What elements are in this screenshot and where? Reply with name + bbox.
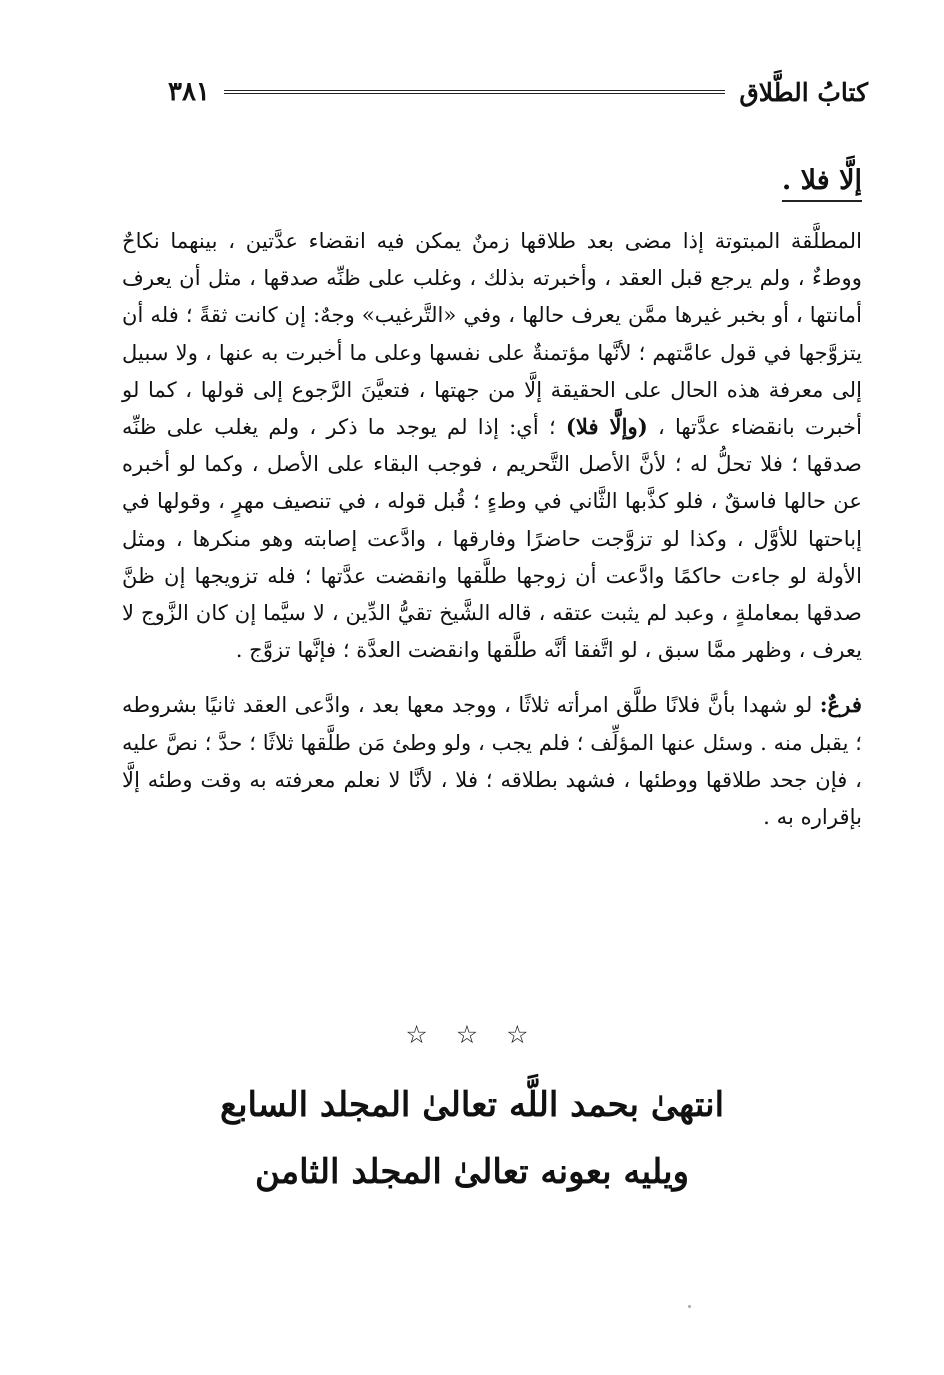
scan-speck	[688, 1305, 691, 1308]
paragraph-text: المطلَّقة المبتوتة إذا مضى بعد طلاقها زمنٌ يمكن فيه انقضاء عدَّتين ، بينهما نكاحٌ ووطءٌ ، ولم يرجع قبل العقد ، وأخبرته بذلك ، وغلب على ظنِّه صدقها ، مثل أن يعرف أمانتها ، أو بخبر غيرها ممَّن يعرف حالها ، وفي «التَّرغيب» وجهٌ: إن كانت ثقةً ؛ فله أن يتزوَّجها في قول عامَّتهم ؛ لأنَّها مؤتمنةٌ على نفسها وعلى ما أخبرت به عنها ، ولا سبيل إلى معرفة هذه الحال على الحقيقة إلَّا من جهتها ، فتعيَّنَ الرَّجوع إلى قولها ، كما لو أخبرت بانقضاء عدَّتها ،	[122, 228, 862, 440]
header-rule	[224, 90, 725, 94]
far-paragraph	[122, 686, 862, 835]
commentary-paragraph	[122, 222, 862, 668]
star-separator: ☆ ☆ ☆	[405, 1020, 539, 1049]
volume-end-line: انتهىٰ بحمد اللَّه تعالىٰ المجلد السابع	[219, 1085, 725, 1125]
far-label: فرعٌ:	[819, 692, 862, 718]
matn-text: إلَّا فلا .	[782, 165, 862, 202]
running-header	[168, 72, 868, 112]
paragraph-text: لو شهدا بأنَّ فلانًا طلَّق امرأته ثلاثًا ، ووجد معها بعد ، وادَّعى العقد ثانيًا بشروطه ؛ يقبل منه . وسئل عنها المؤلِّف ؛ فلم يجب ، ولو وطئ مَن طلَّقها ثلاثًا ؛ حدَّ ؛ نصَّ عليه ، فإن جحد طلاقها ووطئها ، فشهد بطلاقه ؛ فلا ، لأنَّا لا نعلم معرفته به وقت وطئه إلَّا بإقراره به .	[122, 692, 862, 830]
page-number: ٣٨١	[168, 77, 210, 107]
chapter-title: كتابُ الطَّلاق	[739, 77, 868, 107]
commentary-body	[122, 222, 862, 835]
paragraph-text: ؛ أي: إذا لم يوجد ما ذكر ، ولم يغلب على ظنِّه صدقها ؛ فلا تحلُّ له ؛ لأنَّ الأصل التَّحريم ، فوجب البقاء على الأصل ، وكما لو أخبره عن حالها فاسقٌ ، فلو كذَّبها الثَّاني في وطءٍ ؛ قُبل قوله ، في تنصيف مهرٍ ، وقولها في إباحتها للأوَّل ، وكذا لو تزوَّجت حاضرًا وفارقها ، وادَّعت إصابته وهو منكرها ، ومثل الأولة لو جاءت حاكمًا وادَّعت أن زوجها طلَّقها وانقضت عدَّتها ؛ فله تزويجها إن ظنَّ صدقها بمعاملةٍ ، وعبد لم يثبت عتقه ، قاله الشَّيخ تقيُّ الدِّين ، لا سيَّما إن كان الزَّوج لا يعرف ، وظهر ممَّا سبق ، لو اتَّفقا أنَّه طلَّقها وانقضت العدَّة ؛ فإنَّها تزوَّج .	[122, 414, 862, 663]
matn-reference: (وإلَّا فلا)	[565, 414, 648, 440]
next-volume-line: ويليه بعونه تعالىٰ المجلد الثامن	[254, 1152, 690, 1192]
